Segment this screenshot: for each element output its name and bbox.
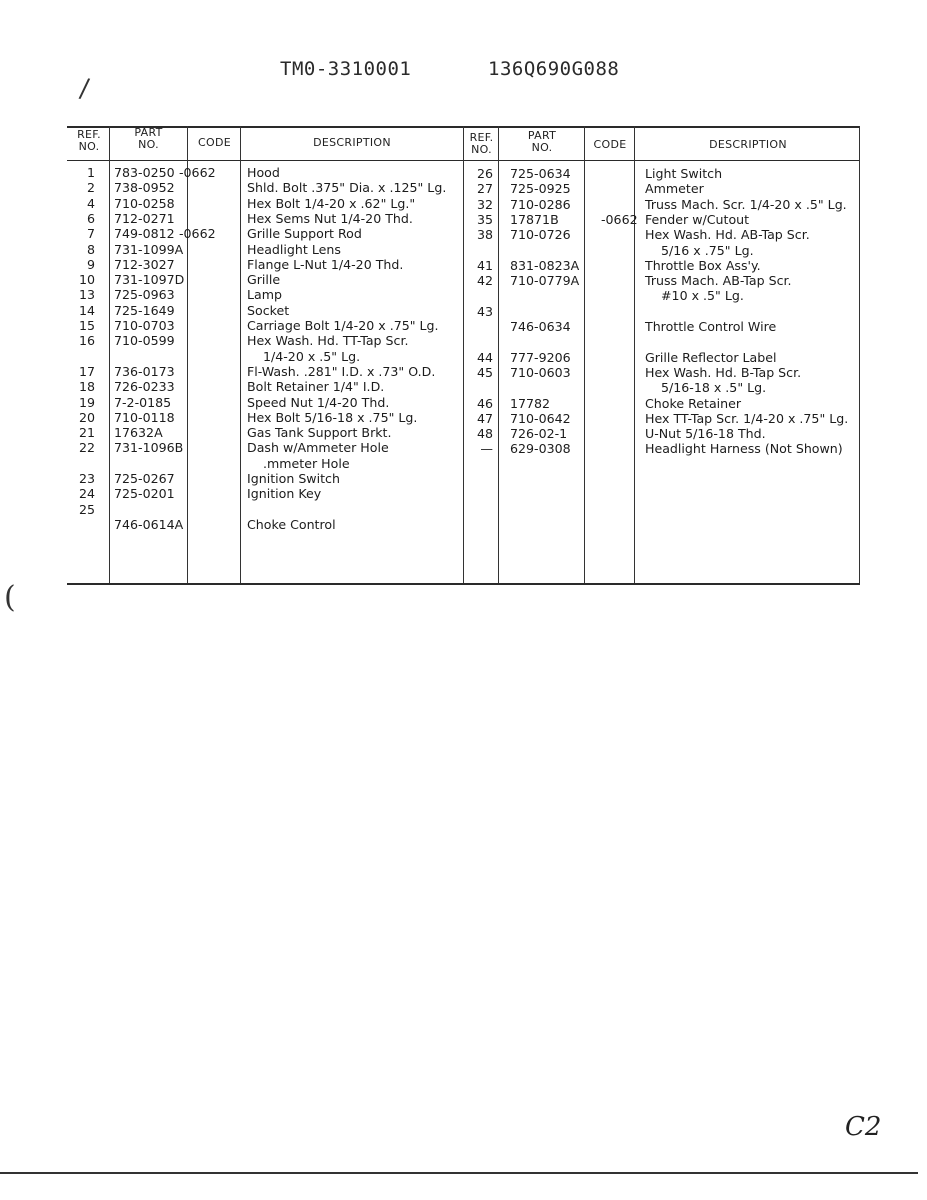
part-no-cell: 783-0250 <box>114 165 175 180</box>
description-cell: Choke Retainer <box>645 395 742 411</box>
ref-no-cell: 18 <box>78 379 95 395</box>
description-cell: Hex TT-Tap Scr. 1/4-20 x .75" Lg. <box>645 410 849 426</box>
part-no-cell: 725-0267 <box>114 471 175 486</box>
description-cell: Throttle Control Wire <box>645 319 777 334</box>
description-cell: Socket <box>247 302 290 318</box>
ref-no-cell: 42 <box>476 273 493 289</box>
part-no-cell: 738-0952 <box>114 180 175 196</box>
document-code-left: TM0-3310001 <box>280 58 412 80</box>
table-row <box>67 258 860 273</box>
ref-no-cell: 16 <box>78 333 95 349</box>
table-row <box>67 273 860 288</box>
part-no-cell: 710-0779A <box>510 273 580 289</box>
table-row <box>67 441 860 456</box>
ref-no-cell: 27 <box>476 181 493 197</box>
document-code-right: 136Q690G088 <box>488 58 620 80</box>
col-header-part: PART NO. <box>134 126 163 151</box>
description-cell: Ignition Switch <box>247 471 340 486</box>
table-row <box>67 197 860 212</box>
ref-no-cell: 10 <box>78 272 95 288</box>
ref-no-cell: 13 <box>78 287 95 303</box>
table-bottom-rule <box>67 583 860 585</box>
description-cell: Flange L-Nut 1/4-20 Thd. <box>247 256 404 272</box>
table-row <box>67 456 860 471</box>
ref-no-cell: 41 <box>476 257 493 273</box>
pen-mark-top-left: / <box>77 73 91 105</box>
description-cell: Truss Mach. AB-Tap Scr. <box>645 273 792 289</box>
part-no-cell: 725-0925 <box>510 181 571 197</box>
part-no-cell: 710-0726 <box>510 227 571 243</box>
description-cell: Hex Wash. Hd. TT-Tap Scr. <box>247 333 409 349</box>
col-header-code: CODE <box>593 138 627 151</box>
part-no-cell: 7-2-0185 <box>114 394 172 410</box>
part-no-cell: 17871B <box>510 211 559 227</box>
part-no-cell: 710-0703 <box>114 318 175 333</box>
description-cell: Ignition Key <box>247 486 322 502</box>
table-row <box>67 181 860 196</box>
ref-no-cell: 1 <box>86 165 95 180</box>
table-row <box>67 380 860 395</box>
part-no-cell: 710-0603 <box>510 364 571 380</box>
table-row <box>67 517 860 532</box>
ref-no-cell: 6 <box>86 210 95 226</box>
ref-no-cell: 4 <box>86 195 95 211</box>
description-cell: Grille Support Rod <box>247 226 362 242</box>
ref-no-cell: 14 <box>78 302 95 318</box>
description-cell: Choke Control <box>247 516 336 532</box>
ref-no-cell: 25 <box>78 501 95 517</box>
ref-no-cell: 46 <box>476 395 493 411</box>
ref-no-cell: 38 <box>476 227 493 243</box>
description-cell: Ammeter <box>645 181 704 197</box>
part-no-cell: 731-1099A <box>114 241 184 257</box>
table-row <box>67 350 860 365</box>
ref-no-cell: 21 <box>78 425 95 441</box>
ref-no-cell: 43 <box>476 303 493 319</box>
description-cell: Lamp <box>247 287 282 303</box>
col-header-code: CODE <box>198 136 231 149</box>
ref-no-cell: 8 <box>86 241 95 257</box>
col-header-ref: REF. NO. <box>469 131 494 156</box>
ref-no-cell: 15 <box>78 318 95 333</box>
description-cell: Gas Tank Support Brkt. <box>247 425 392 441</box>
description-cell: Speed Nut 1/4-20 Thd. <box>247 394 390 410</box>
page-bottom-rule <box>0 1172 918 1174</box>
ref-no-cell: 19 <box>78 394 95 410</box>
table-row <box>67 426 860 441</box>
code-cell: -0662 <box>179 165 216 180</box>
part-no-cell: 710-0118 <box>114 409 175 425</box>
description-cell: Hex Sems Nut 1/4-20 Thd. <box>247 210 413 226</box>
table-row <box>67 243 860 258</box>
description-cell: Hex Bolt 1/4-20 x .62" Lg." <box>247 195 416 211</box>
table-row <box>67 212 860 227</box>
part-no-cell: 746-0614A <box>114 516 184 532</box>
ref-no-cell: 7 <box>86 226 95 242</box>
col-header-description: DESCRIPTION <box>313 136 391 149</box>
col-header-description: DESCRIPTION <box>709 138 787 151</box>
table-row <box>67 502 860 517</box>
code-cell: -0662 <box>601 211 638 227</box>
table-row <box>67 288 860 303</box>
description-cell: Hood <box>247 165 280 180</box>
parts-table <box>67 126 860 586</box>
page-mark: C2 <box>845 1112 882 1142</box>
description-cell: Headlight Lens <box>247 241 341 257</box>
description-cell: U-Nut 5/16-18 Thd. <box>645 426 766 442</box>
ref-no-cell: 2 <box>86 180 95 196</box>
part-no-cell: 17632A <box>114 425 163 441</box>
part-no-cell: 831-0823A <box>510 257 580 273</box>
ref-no-cell: — <box>480 441 493 457</box>
description-cell: 5/16-18 x .5" Lg. <box>661 380 767 396</box>
ref-no-cell: 44 <box>476 349 493 365</box>
table-row <box>67 227 860 242</box>
description-cell: #10 x .5" Lg. <box>661 288 744 304</box>
description-cell: Fl-Wash. .281" I.D. x .73" O.D. <box>247 363 436 379</box>
ref-no-cell: 48 <box>476 426 493 442</box>
part-no-cell: 710-0642 <box>510 410 571 426</box>
ref-no-cell: 17 <box>78 363 95 379</box>
description-cell: Hex Wash. Hd. B-Tap Scr. <box>645 364 802 380</box>
table-row <box>67 471 860 486</box>
description-cell: 1/4-20 x .5" Lg. <box>263 348 361 364</box>
part-no-cell: 731-1097D <box>114 272 185 288</box>
table-row <box>67 304 860 319</box>
part-no-cell: 726-02-1 <box>510 426 568 442</box>
description-cell: Carriage Bolt 1/4-20 x .75" Lg. <box>247 318 439 333</box>
part-no-cell: 712-3027 <box>114 256 175 272</box>
part-no-cell: 725-0634 <box>510 166 571 181</box>
table-row <box>67 486 860 501</box>
part-no-cell: 725-0963 <box>114 287 175 303</box>
description-cell: 5/16 x .75" Lg. <box>661 242 754 258</box>
description-cell: Bolt Retainer 1/4" I.D. <box>247 379 385 395</box>
part-no-cell: 736-0173 <box>114 363 175 379</box>
description-cell: Shld. Bolt .375" Dia. x .125" Lg. <box>247 180 447 196</box>
description-cell: Grille <box>247 272 281 288</box>
part-no-cell: 731-1096B <box>114 440 184 456</box>
description-cell: Headlight Harness (Not Shown) <box>645 441 843 457</box>
description-cell: Hex Bolt 5/16-18 x .75" Lg. <box>247 409 418 425</box>
description-cell: Throttle Box Ass'y. <box>645 257 761 273</box>
table-row <box>67 411 860 426</box>
table-row <box>67 365 860 380</box>
pen-mark-left-margin: ( <box>4 580 16 615</box>
ref-no-cell: 22 <box>78 440 95 456</box>
part-no-cell: 712-0271 <box>114 210 175 226</box>
table-row <box>67 396 860 411</box>
description-cell: Hex Wash. Hd. AB-Tap Scr. <box>645 227 810 243</box>
ref-no-cell: 9 <box>86 256 95 272</box>
table-row <box>67 334 860 349</box>
description-cell: .mmeter Hole <box>263 455 350 471</box>
ref-no-cell: 26 <box>476 166 493 181</box>
part-no-cell: 746-0634 <box>510 319 571 334</box>
part-no-cell: 749-0812 <box>114 226 175 242</box>
description-cell: Dash w/Ammeter Hole <box>247 440 389 456</box>
part-no-cell: 710-0286 <box>510 196 571 212</box>
ref-no-cell: 47 <box>476 410 493 426</box>
ref-no-cell: 32 <box>476 196 493 212</box>
table-row <box>67 319 860 334</box>
part-no-cell: 777-9206 <box>510 349 571 365</box>
col-header-part: PART NO. <box>527 129 557 154</box>
part-no-cell: 710-0258 <box>114 195 175 211</box>
table-row <box>67 166 860 181</box>
ref-no-cell: 23 <box>78 471 95 486</box>
description-cell: Grille Reflector Label <box>645 349 777 365</box>
code-cell: -0662 <box>179 226 216 242</box>
part-no-cell: 725-1649 <box>114 302 175 318</box>
part-no-cell: 725-0201 <box>114 486 175 502</box>
description-cell: Truss Mach. Scr. 1/4-20 x .5" Lg. <box>645 196 847 212</box>
ref-no-cell: 24 <box>78 486 95 502</box>
part-no-cell: 17782 <box>510 395 551 411</box>
ref-no-cell: 35 <box>476 211 493 227</box>
part-no-cell: 629-0308 <box>510 441 571 457</box>
description-cell: Light Switch <box>645 166 723 181</box>
description-cell: Fender w/Cutout <box>645 211 750 227</box>
part-no-cell: 710-0599 <box>114 333 175 349</box>
part-no-cell: 726-0233 <box>114 379 175 395</box>
col-header-ref: REF. NO. <box>77 128 101 153</box>
ref-no-cell: 20 <box>78 409 95 425</box>
ref-no-cell: 45 <box>476 364 493 380</box>
